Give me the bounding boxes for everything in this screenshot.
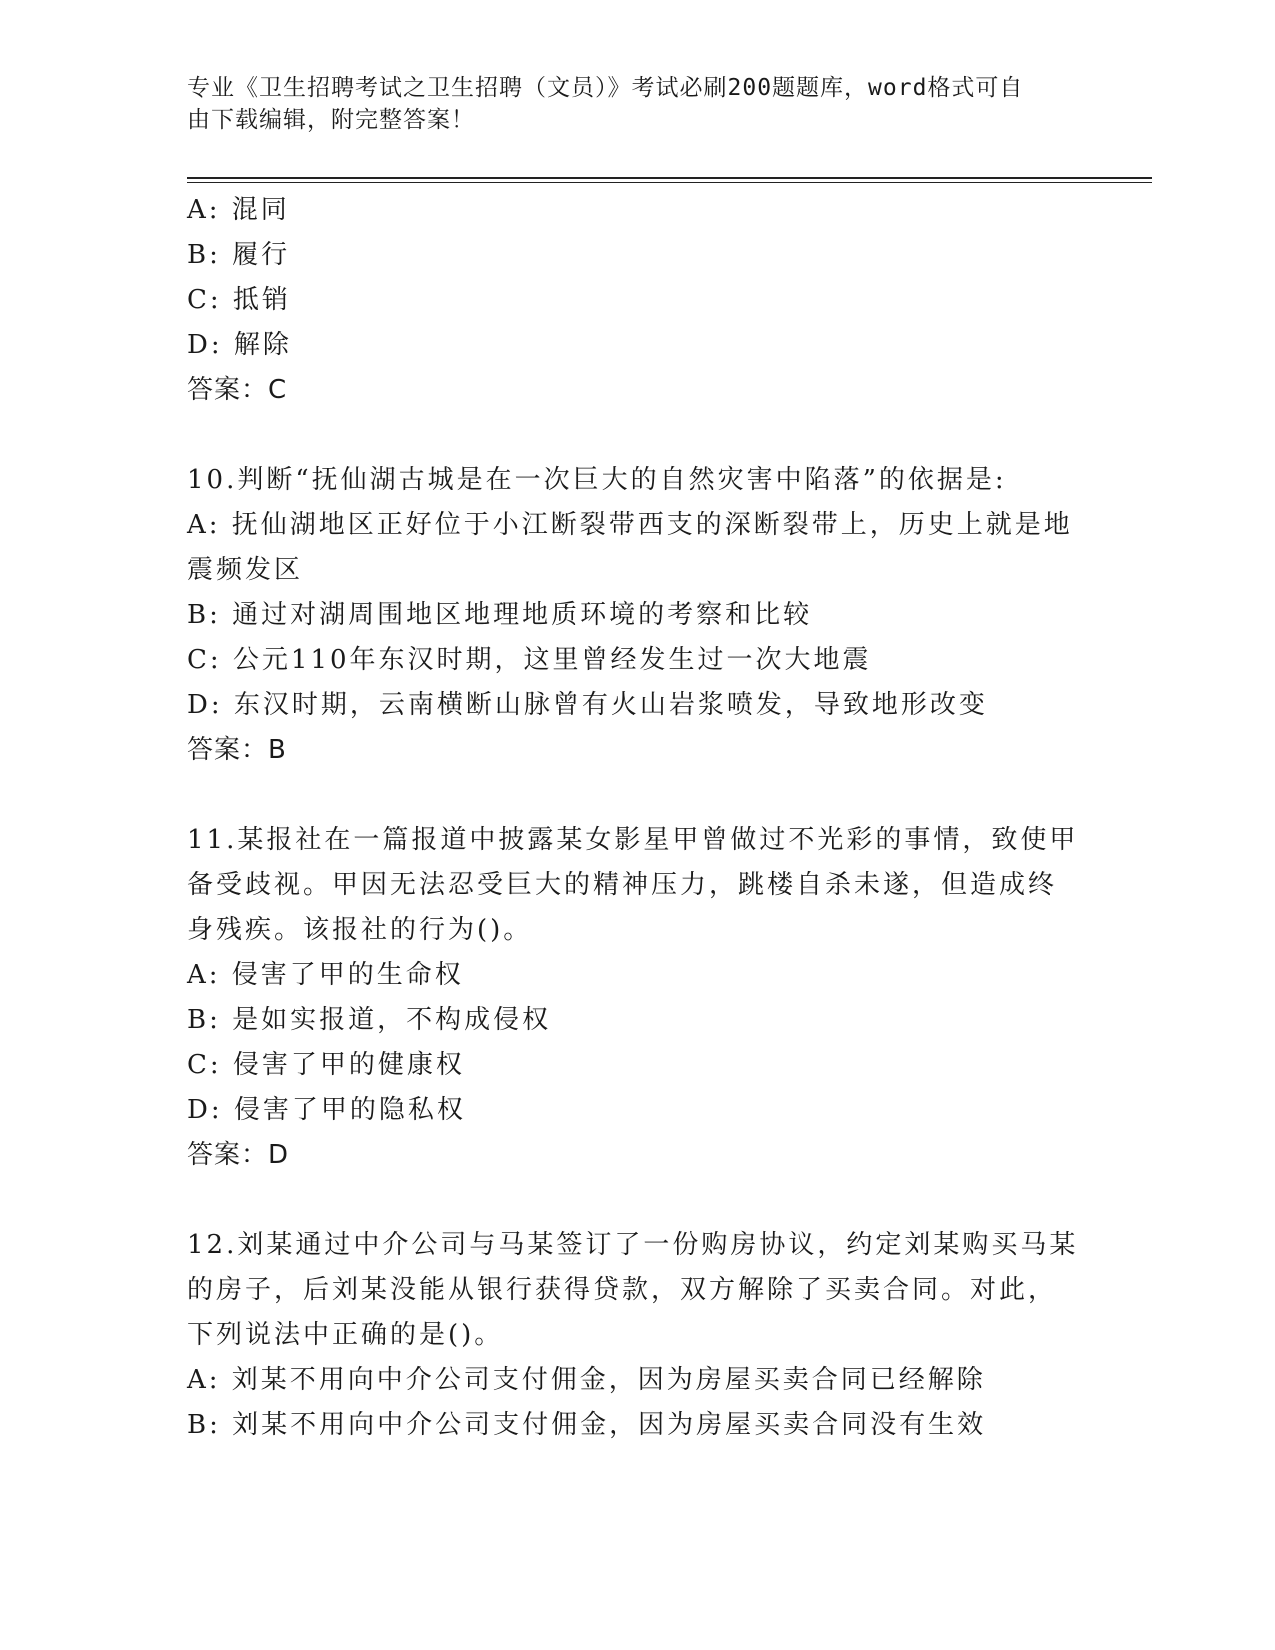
q12-question-line-1: 12.刘某通过中介公司与马某签订了一份购房协议，约定刘某购买马某 [187, 1230, 1079, 1260]
q10-option-b: B: 通过对湖周围地区地理地质环境的考察和比较 [187, 600, 813, 630]
q11-question-line-2: 备受歧视。甲因无法忍受巨大的精神压力，跳楼自杀未遂，但造成终 [187, 870, 1058, 900]
q10-answer: 答案：B [187, 735, 287, 765]
q12-question-line-2: 的房子，后刘某没能从银行获得贷款，双方解除了买卖合同。对此， [187, 1275, 1058, 1305]
q9-option-d: D: 解除 [187, 330, 292, 360]
q9-option-a: A: 混同 [187, 195, 290, 225]
q12-option-a: A: 刘某不用向中介公司支付佣金，因为房屋买卖合同已经解除 [187, 1365, 986, 1395]
q11-question-line-1: 11.某报社在一篇报道中披露某女影星甲曾做过不光彩的事情，致使甲 [187, 825, 1079, 855]
q10-option-a-line-2: 震频发区 [187, 555, 304, 585]
q11-option-a: A: 侵害了甲的生命权 [187, 960, 464, 990]
spacer [187, 413, 1077, 458]
q11-question-line-3: 身残疾。该报社的行为()。 [187, 915, 533, 945]
question-9-block [187, 188, 1077, 413]
header-rule-thick [187, 177, 1152, 179]
q11-answer: 答案：D [187, 1140, 290, 1170]
q10-option-c: C: 公元110年东汉时期，这里曾经发生过一次大地震 [187, 645, 872, 675]
q12-question-line-3: 下列说法中正确的是()。 [187, 1320, 504, 1350]
document-header [187, 72, 1077, 136]
q11-option-c: C: 侵害了甲的健康权 [187, 1050, 465, 1080]
q9-option-c: C: 抵销 [187, 285, 291, 315]
q12-option-b: B: 刘某不用向中介公司支付佣金，因为房屋买卖合同没有生效 [187, 1410, 987, 1440]
spacer [187, 773, 1077, 818]
q10-option-a-line-1: A: 抚仙湖地区正好位于小江断裂带西支的深断裂带上，历史上就是地 [187, 510, 1073, 540]
header-line-1: 专业《卫生招聘考试之卫生招聘（文员）》考试必刷200题题库，word格式可自 [187, 75, 1024, 101]
question-11-block [187, 818, 1077, 1178]
header-rule-thin [187, 182, 1152, 183]
q10-option-d: D: 东汉时期，云南横断山脉曾有火山岩浆喷发，导致地形改变 [187, 690, 988, 720]
q10-question: 10.判断“抚仙湖古城是在一次巨大的自然灾害中陷落”的依据是: [187, 465, 1007, 495]
question-10-block [187, 458, 1077, 773]
header-line-2: 由下载编辑，附完整答案！ [187, 107, 475, 133]
question-12-block [187, 1223, 1077, 1448]
q9-answer: 答案：C [187, 375, 288, 405]
q11-option-b: B: 是如实报道，不构成侵权 [187, 1005, 552, 1035]
q9-option-b: B: 履行 [187, 240, 291, 270]
question-content [187, 188, 1077, 1448]
q11-option-d: D: 侵害了甲的隐私权 [187, 1095, 466, 1125]
spacer [187, 1178, 1077, 1223]
